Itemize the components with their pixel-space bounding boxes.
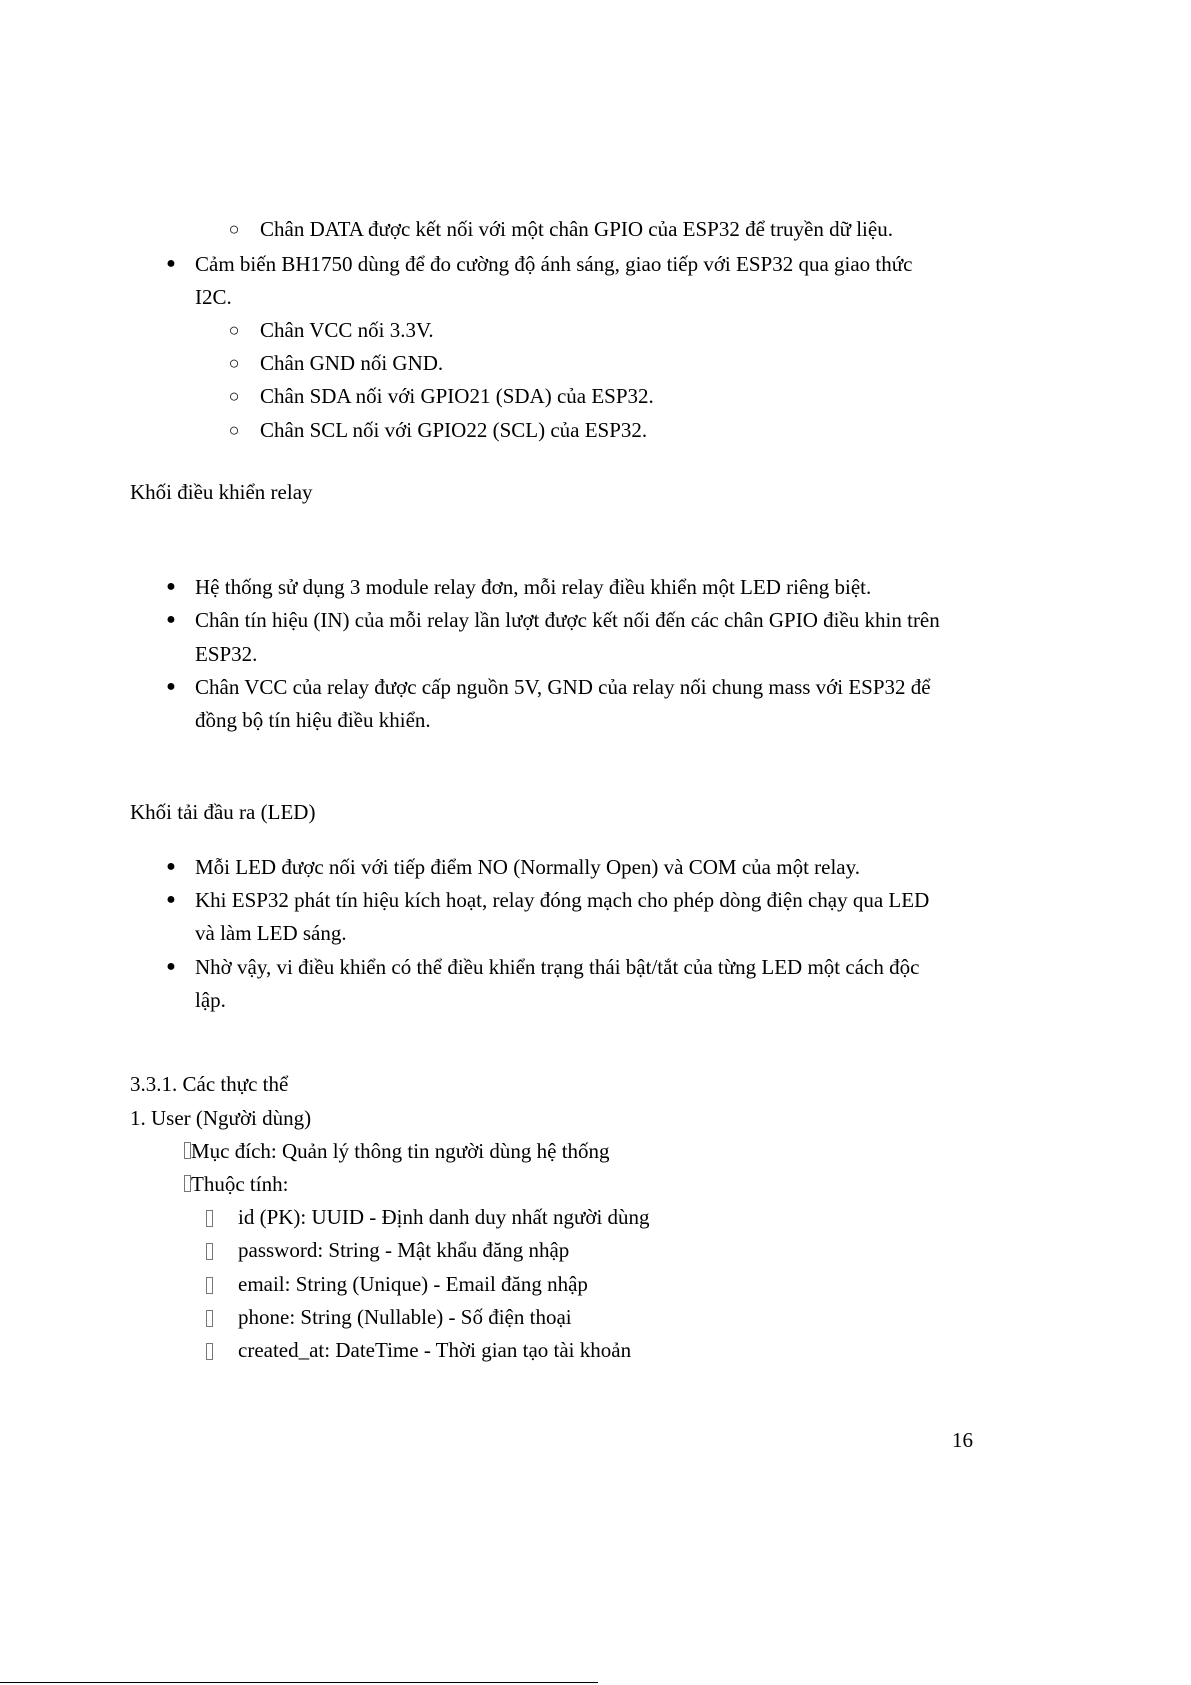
bullet-text: Chân VCC của relay được cấp nguồn 5V, GND của relay nối chung mass với ESP32 để xyxy=(195,675,931,699)
attribute-item: phone: String (Nullable) - Số điện thoại xyxy=(238,1305,572,1329)
sub-bullet-text: Chân SCL nối với GPIO22 (SCL) của ESP32. xyxy=(260,418,648,442)
missing-glyph-icon xyxy=(184,1142,191,1159)
bullet-text-continuation: I2C. xyxy=(195,285,232,309)
bullet-text: Cảm biến BH1750 dùng để đo cường độ ánh sáng, giao tiếp với ESP32 qua giao thức xyxy=(195,252,913,276)
bullet-text-continuation: đồng bộ tín hiệu điều khiển. xyxy=(195,708,431,732)
missing-glyph-icon xyxy=(206,1343,213,1360)
entity-purpose: Mục đích: Quản lý thông tin người dùng hệ thống xyxy=(184,1137,610,1165)
filled-bullet-icon: ● xyxy=(166,958,176,975)
entity-heading: 1. User (Người dùng) xyxy=(130,1106,312,1130)
hollow-bullet-icon: ○ xyxy=(228,320,240,340)
attribute-item: email: String (Unique) - Email đăng nhập xyxy=(238,1272,588,1296)
section-heading: Khối tải đầu ra (LED) xyxy=(130,800,316,824)
bullet-text: Hệ thống sử dụng 3 module relay đơn, mỗi relay điều khiển một LED riêng biệt. xyxy=(195,575,872,599)
bullet-text-continuation: và làm LED sáng. xyxy=(195,921,347,945)
bullet-text: Chân tín hiệu (IN) của mỗi relay lần lượt được kết nối đến các chân GPIO điều khin trên xyxy=(195,608,940,632)
attribute-item: password: String - Mật khẩu đăng nhập xyxy=(238,1238,570,1262)
filled-bullet-icon: ● xyxy=(166,255,176,272)
footer-rule xyxy=(0,1682,598,1683)
filled-bullet-icon: ● xyxy=(166,858,176,875)
filled-bullet-icon: ● xyxy=(166,678,176,695)
hollow-bullet-icon: ○ xyxy=(228,219,240,239)
missing-glyph-icon xyxy=(206,1277,213,1294)
filled-bullet-icon: ● xyxy=(166,891,176,908)
missing-glyph-icon xyxy=(206,1243,213,1260)
section-heading: Khối điều khiển relay xyxy=(130,480,313,504)
sub-bullet-text: Chân GND nối GND. xyxy=(260,351,444,375)
missing-glyph-icon xyxy=(206,1210,213,1227)
missing-glyph-icon xyxy=(206,1310,213,1327)
hollow-bullet-icon: ○ xyxy=(228,353,240,373)
hollow-bullet-icon: ○ xyxy=(228,420,240,440)
bullet-text: Nhờ vậy, vi điều khiển có thể điều khiển trạng thái bật/tắt của từng LED một cách độc xyxy=(195,955,920,979)
subsection-heading: 3.3.1. Các thực thể xyxy=(130,1072,289,1096)
bullet-text: Khi ESP32 phát tín hiệu kích hoạt, relay đóng mạch cho phép dòng điện chạy qua LED xyxy=(195,888,930,912)
missing-glyph-icon xyxy=(184,1175,191,1192)
attribute-item: created_at: DateTime - Thời gian tạo tài khoản xyxy=(238,1338,632,1362)
bullet-text-continuation: lập. xyxy=(195,988,226,1012)
attribute-item: id (PK): UUID - Định danh duy nhất người dùng xyxy=(238,1205,650,1229)
filled-bullet-icon: ● xyxy=(166,578,176,595)
sub-bullet-text: Chân DATA được kết nối với một chân GPIO của ESP32 để truyền dữ liệu. xyxy=(260,217,893,241)
sub-bullet-text: Chân VCC nối 3.3V. xyxy=(260,318,434,342)
filled-bullet-icon: ● xyxy=(166,611,176,628)
sub-bullet-text: Chân SDA nối với GPIO21 (SDA) của ESP32. xyxy=(260,384,654,408)
bullet-text: Mỗi LED được nối với tiếp điểm NO (Normally Open) và COM của một relay. xyxy=(195,855,861,879)
entity-attributes-label: Thuộc tính: xyxy=(184,1170,288,1198)
page-number: 16 xyxy=(952,1428,973,1452)
hollow-bullet-icon: ○ xyxy=(228,386,240,406)
bullet-text-continuation: ESP32. xyxy=(195,642,258,666)
